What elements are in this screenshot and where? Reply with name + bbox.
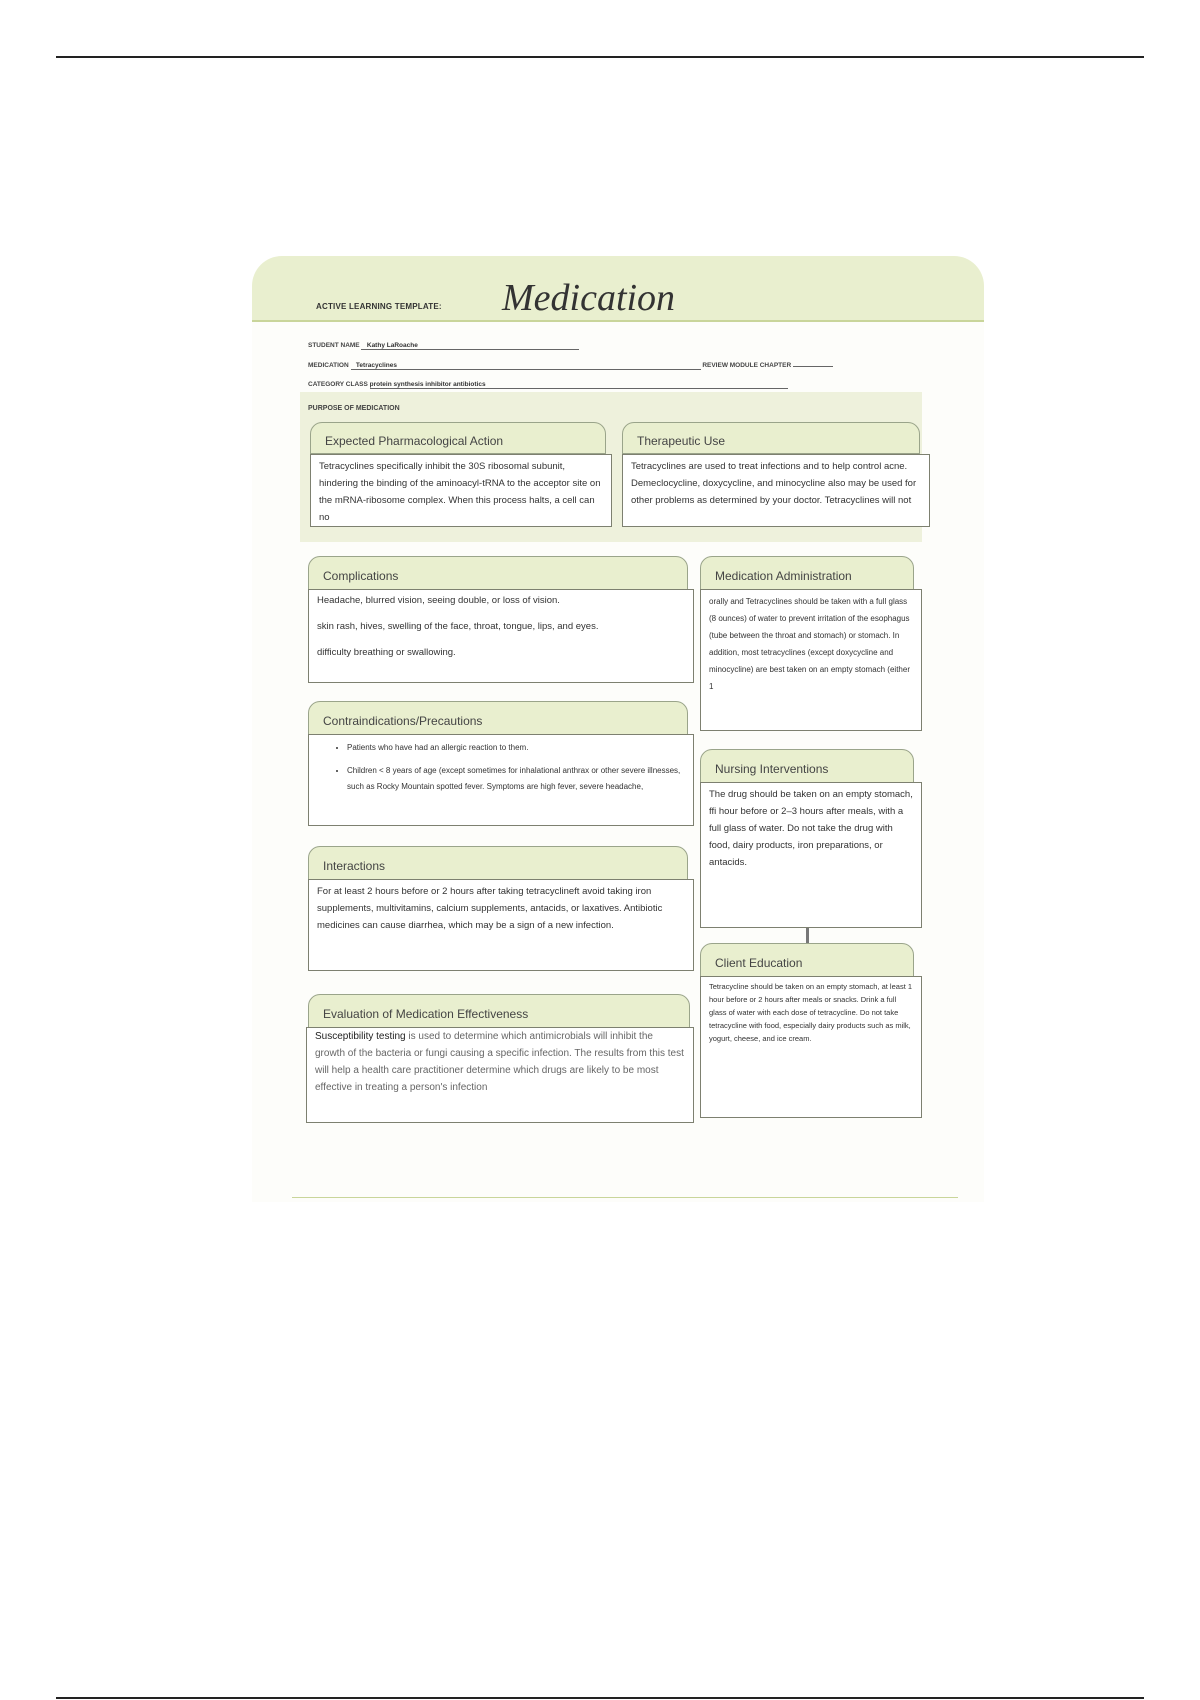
evaluation-tab: Evaluation of Medication Effectiveness [308,994,690,1028]
client-education-tab: Client Education [700,943,914,977]
evaluation-box [306,1027,694,1123]
evaluation-text: is used to determine which antimicrobials will inhibit the growth of the bacteria or fungi causing a specific infection. The results from this test will help a health care practitioner determine which drugs are likely to be most effective in treating a person's infection [315,1031,684,1093]
medication-template [252,256,984,1202]
page-top-rule [56,56,1144,58]
purpose-label: PURPOSE OF MEDICATION [308,405,400,412]
nursing-box: The drug should be taken on an empty stomach, ffi hour before or 2–3 hours after meals, with a full glass of water. Do not take the drug with food, dairy products, iron preparations, or antacids. [700,782,922,928]
category-class-value: protein synthesis inhibitor antibiotics [369,381,486,388]
medication-field: MEDICATION Tetracyclines REVIEW MODULE CHAPTER [308,362,833,370]
template-label: ACTIVE LEARNING TEMPLATE: [316,302,442,311]
contraindication-item: • Children < 8 years of age (except sometimes for inhalational anthrax or other severe illnesses, such as Rocky Mountain spotted fever. Symptoms are high fever, severe headache, [347,763,685,795]
contraindications-tab: Contraindications/Precautions [308,701,688,735]
complication-item: Headache, blurred vision, seeing double, or loss of vision. [317,595,560,606]
pharm-action-box: Tetracyclines specifically inhibit the 30S ribosomal subunit, hindering the binding of the aminoacyl-tRNA to the acceptor site on the mRNA-ribosome complex. When this process halts, a cell can no [310,454,612,527]
therapeutic-use-tab: Therapeutic Use [622,422,920,454]
complication-item: difficulty breathing or swallowing. [317,647,456,658]
interactions-tab: Interactions [308,846,688,880]
nursing-tab: Nursing Interventions [700,749,914,783]
client-education-box: Tetracycline should be taken on an empty stomach, at least 1 hour before or 2 hours after meals or snacks. Drink a full glass of water with each dose of tetracycline. Do not take tetracycline with food, especially dairy products such as milk, yogurt, cheese, and ice cream. [700,976,922,1118]
template-header [252,256,984,322]
contraindication-item: • Patients who have had an allergic reaction to them. [347,740,685,756]
category-class-field: CATEGORY CLASS protein synthesis inhibitor antibiotics [308,381,788,389]
med-admin-tab: Medication Administration [700,556,914,590]
review-module-label: REVIEW MODULE CHAPTER [702,362,792,369]
template-footer-line [292,1197,958,1198]
interactions-box: For at least 2 hours before or 2 hours after taking tetracyclineft avoid taking iron supplements, multivitamins, calcium supplements, antacids, or laxatives. Antibiotic medicines can cause diarrhea, which may be a sign of a new infection. [308,879,694,971]
student-name-value: Kathy LaRoache [366,342,418,349]
student-name-field: STUDENT NAME Kathy LaRoache [308,342,579,350]
medication-value: Tetracyclines [355,362,397,369]
med-admin-box: orally and Tetracyclines should be taken with a full glass (8 ounces) of water to prevent irritation of the esophagus (tube between the throat and stomach) or stomach. In addition, most tetracyclines (except doxycycline and minocycline) are best taken on an empty stomach (either 1 [700,589,922,731]
contraindications-box [308,734,694,826]
pharm-action-tab: Expected Pharmacological Action [310,422,606,454]
evaluation-lead: Susceptibility testing [315,1031,406,1042]
complications-box [308,589,694,683]
complication-item: skin rash, hives, swelling of the face, throat, tongue, lips, and eyes. [317,621,599,632]
template-title: Medication [502,277,676,319]
page-bottom-rule [56,1697,1144,1699]
complications-tab: Complications [308,556,688,590]
therapeutic-use-box: Tetracyclines are used to treat infections and to help control acne. Demeclocycline, doxycycline, and minocycline also may be used for other problems as determined by your doctor. Tetracyclines will not [622,454,930,527]
